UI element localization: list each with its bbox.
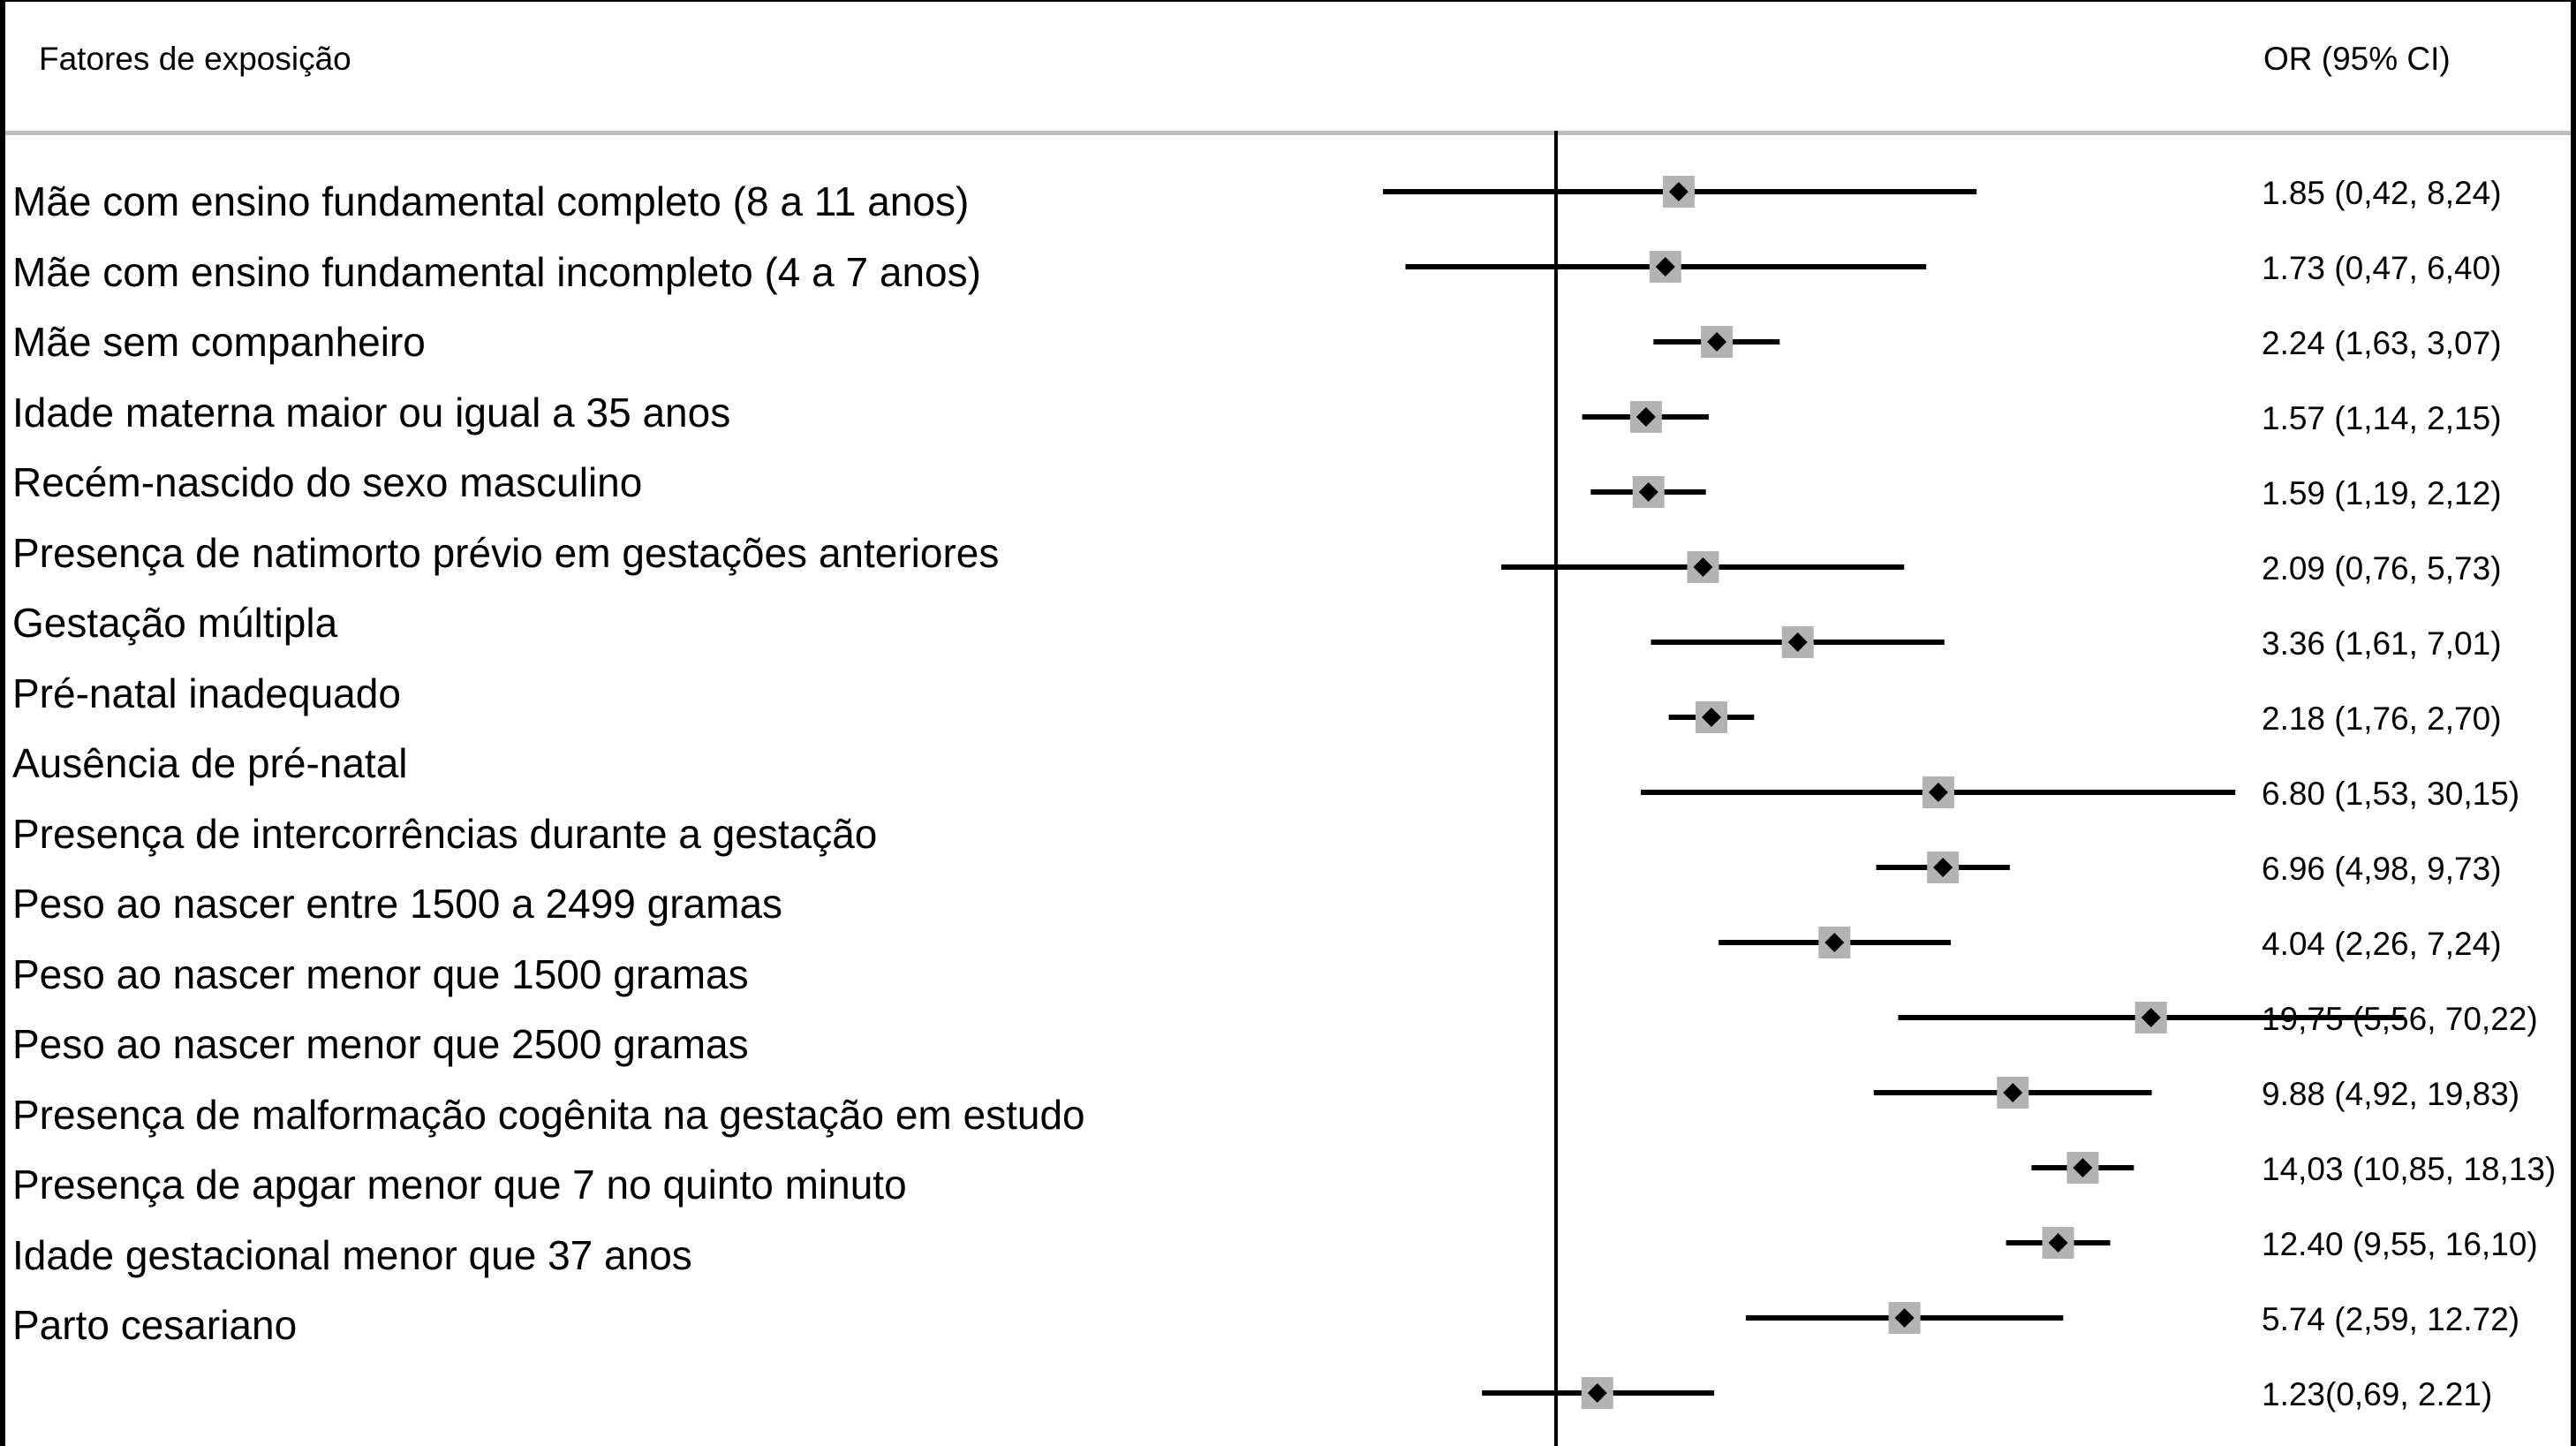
estimate-row [2006,1227,2111,1259]
or-ci-label: 1.59 (1,19, 2,12) [2262,475,2502,511]
or-ci-label: 2.18 (1,76, 2,70) [2262,700,2502,737]
factor-label: Idade gestacional menor que 37 anos [12,1231,692,1278]
or-ci-label: 1.73 (0,47, 6,40) [2262,250,2502,286]
factor-label: Peso ao nascer menor que 2500 gramas [12,1021,749,1067]
estimate-row [1898,1002,2404,1033]
estimate-row [1482,1377,1714,1409]
or-ci-label: 6.96 (4,98, 9,73) [2262,851,2502,887]
estimate-row [1877,852,2010,883]
factors-column-header: Fatores de exposição [39,41,351,77]
or-ci-label: 1.23(0,69, 2.21) [2262,1376,2493,1412]
factor-label: Presença de apgar menor que 7 no quinto minuto [12,1162,907,1208]
estimate-row [1501,551,1904,583]
estimate-row [2031,1152,2134,1184]
estimate-row [1746,1302,2063,1334]
or-ci-label: 2.09 (0,76, 5,73) [2262,550,2502,587]
or-ci-label: 3.36 (1,61, 7,01) [2262,625,2502,662]
factor-label: Peso ao nascer menor que 1500 gramas [12,950,749,997]
estimate-row [1874,1077,2152,1109]
or-ci-label: 14,03 (10,85, 18,13) [2262,1151,2557,1187]
factor-label: Presença de intercorrências durante a gestação [12,810,878,857]
or-ci-label: 6.80 (1,53, 30,15) [2262,776,2520,812]
or-ci-label: 12.40 (9,55, 16,10) [2262,1226,2538,1262]
factor-label: Presença de malformação cogênita na gestação em estudo [12,1091,1085,1138]
estimate-row [1590,476,1705,508]
estimate-row [1583,401,1709,433]
or-ci-label: 9.88 (4,92, 19,83) [2262,1076,2520,1112]
or-ci-label: 5.74 (2,59, 12.72) [2262,1301,2520,1337]
factor-label: Mãe com ensino fundamental completo (8 a 11 anos) [12,178,970,224]
factor-label: Pré-natal inadequado [12,670,401,716]
estimate-row [1383,176,1976,208]
estimate-row [1719,927,1951,958]
or-ci-label: 1.85 (0,42, 8,24) [2262,175,2502,211]
estimate-row [1653,326,1779,358]
or-ci-label: 19,75 (5,56, 70,22) [2262,1001,2538,1037]
or-column-header: OR (95% CI) [2263,41,2451,77]
estimate-row [1405,251,1926,283]
or-ci-label: 1.57 (1,14, 2,15) [2262,400,2502,436]
factor-label: Recém-nascido do sexo masculino [12,459,643,505]
estimate-row [1651,626,1945,658]
estimate-row [1669,701,1755,733]
or-ci-label: 4.04 (2,26, 7,24) [2262,926,2502,962]
factor-label: Mãe com ensino fundamental incompleto (4 a 7 anos) [12,248,981,295]
or-ci-label: 2.24 (1,63, 3,07) [2262,325,2502,361]
factor-label: Parto cesariano [12,1302,298,1348]
factor-label: Gestação múltipla [12,600,338,646]
factor-label: Idade materna maior ou igual a 35 anos [12,389,731,435]
factor-label: Mãe sem companheiro [12,319,426,365]
factor-label: Presença de natimorto prévio em gestações anteriores [12,529,1000,576]
estimate-row [1641,776,2235,808]
factor-label: Peso ao nascer entre 1500 a 2499 gramas [12,881,783,927]
factor-label: Ausência de pré-natal [12,740,408,786]
